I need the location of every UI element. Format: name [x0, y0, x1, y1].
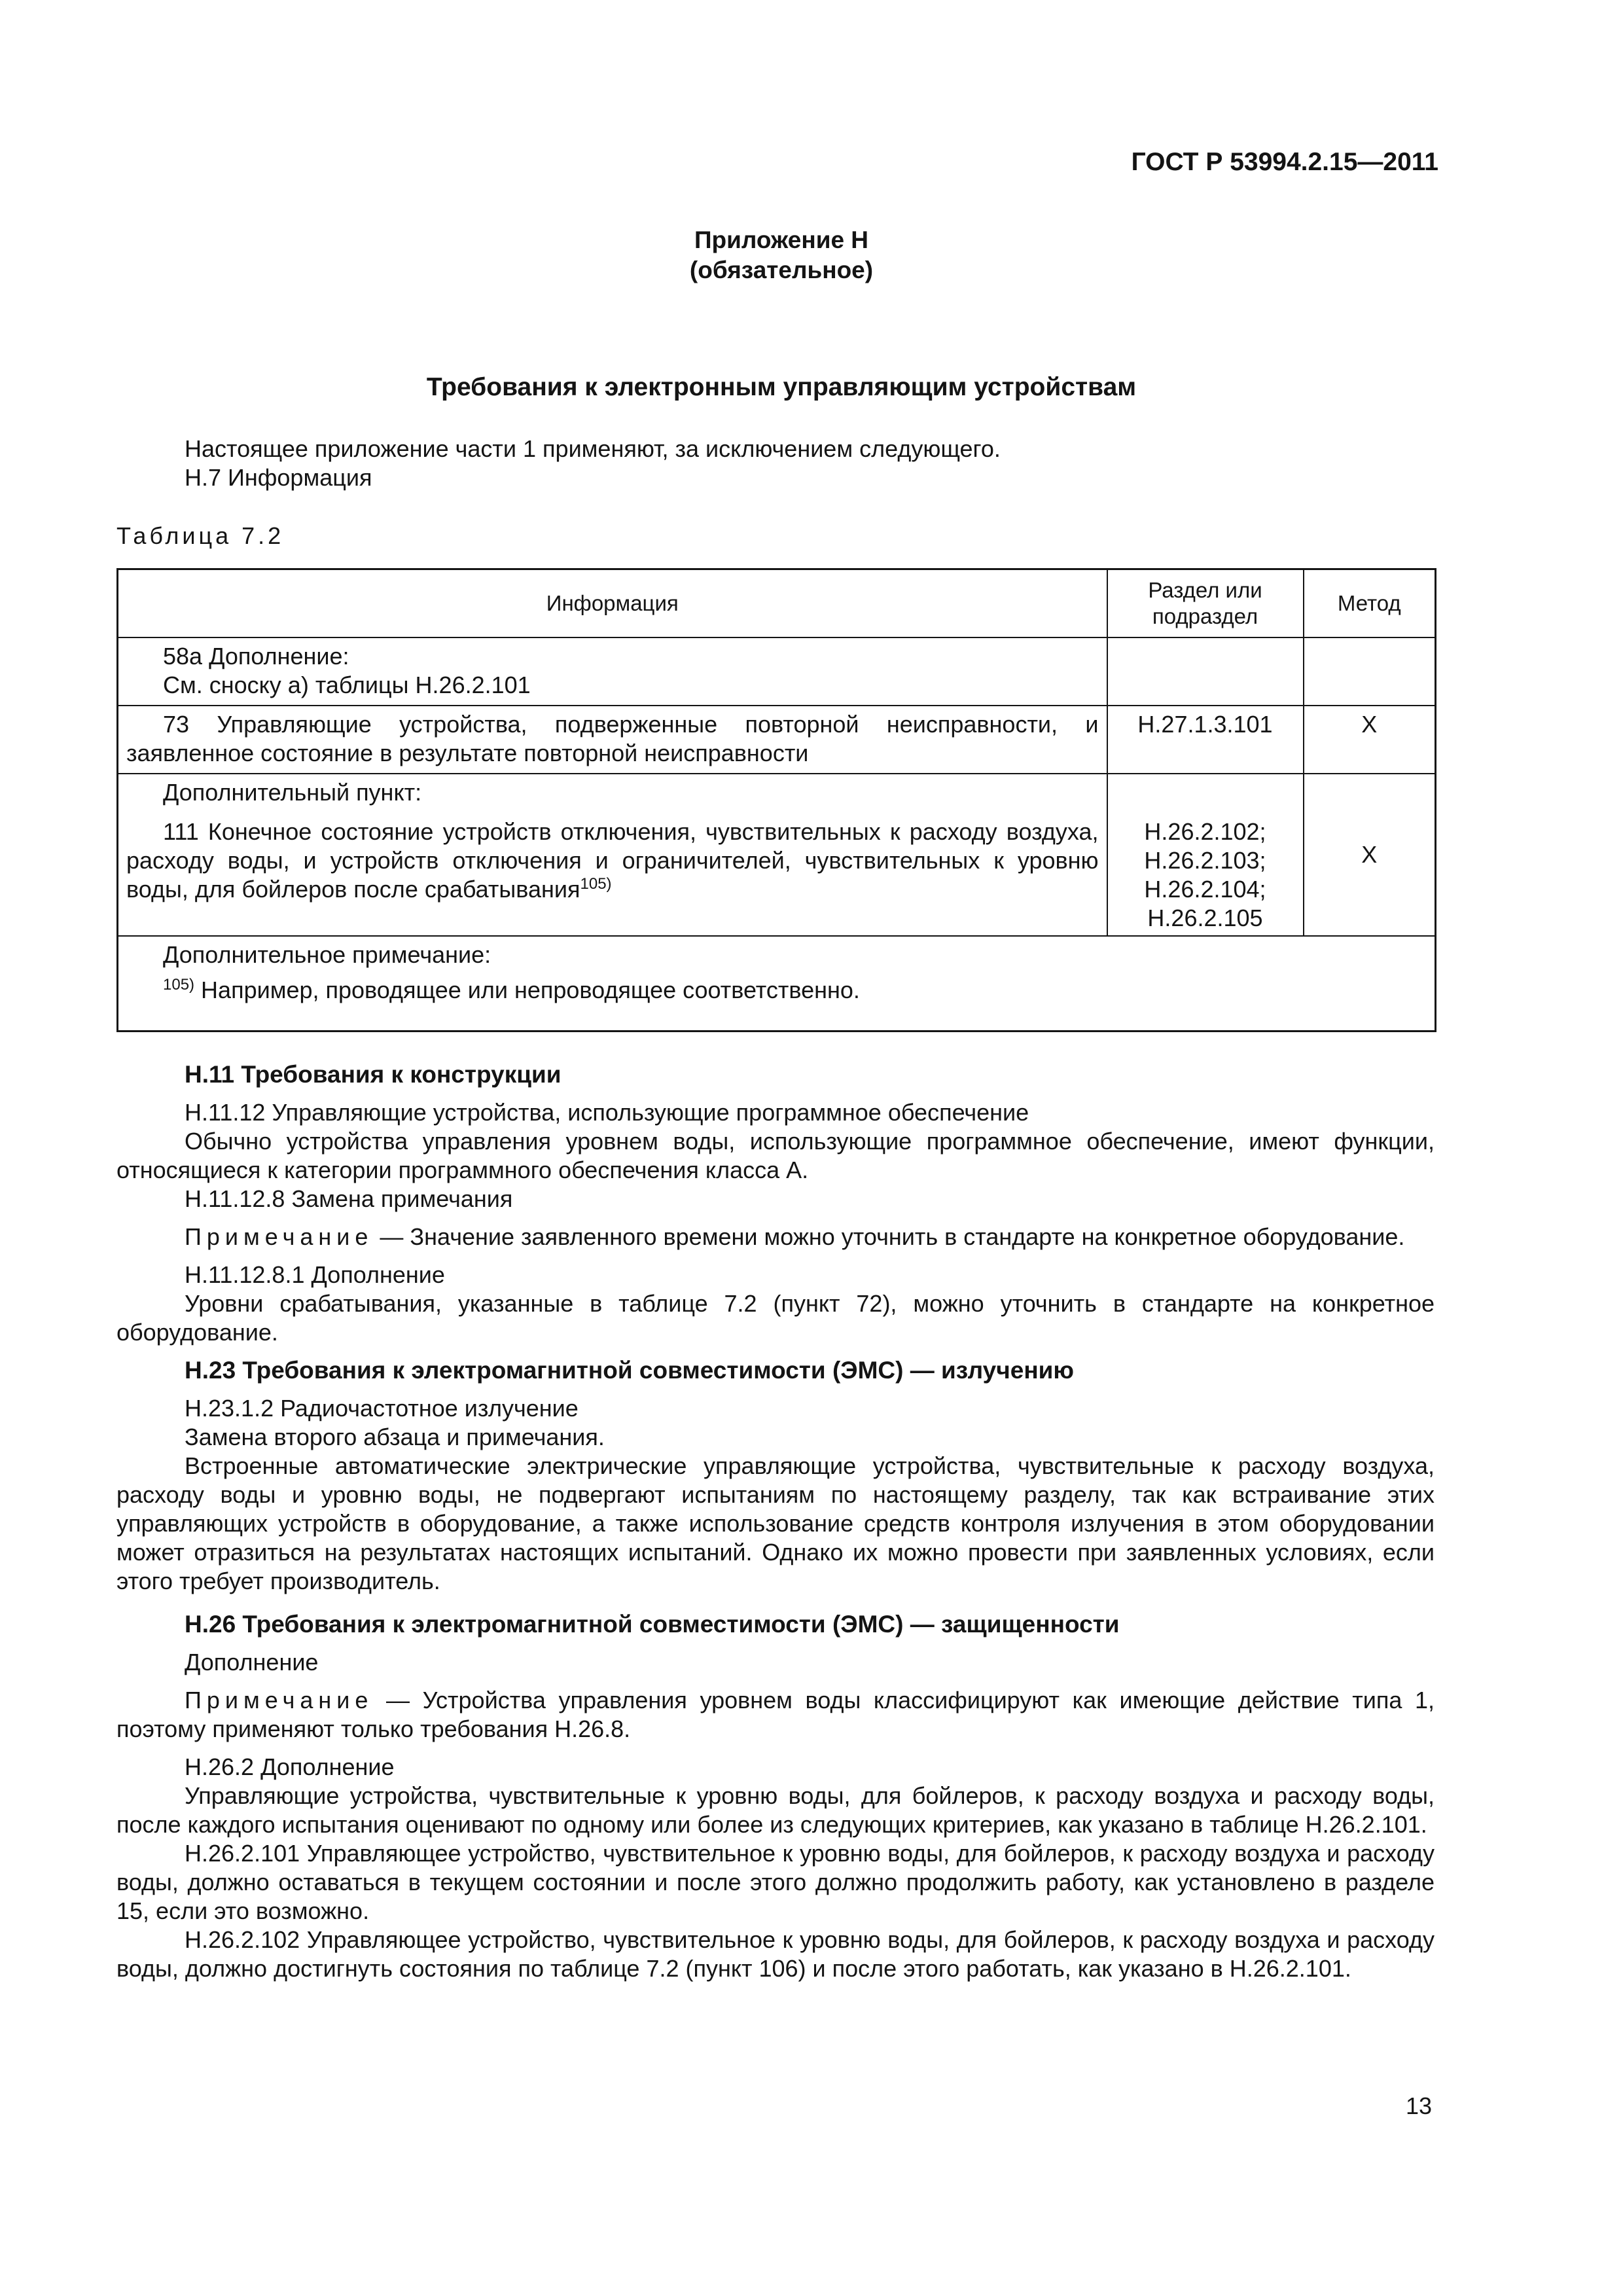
- h26-note: [116, 1686, 1435, 1744]
- annex-heading: [0, 225, 1563, 285]
- standard-code: ГОСТ Р 53994.2.15—2011: [1131, 148, 1438, 176]
- header-info: Информация: [118, 569, 1107, 637]
- row3-sections: [1107, 774, 1304, 936]
- header-method: Метод: [1304, 569, 1436, 637]
- row1-section: [1107, 637, 1304, 706]
- row1-line-2: См. сноску а) таблицы Н.26.2.101: [163, 671, 531, 698]
- table-row: [118, 637, 1436, 706]
- header-section: Раздел или подраздел: [1107, 569, 1304, 637]
- row2-method: X: [1304, 706, 1436, 774]
- table-footnote-row: [118, 936, 1436, 1031]
- h26-p4: Н.26.2.101 Управляющее устройство, чувствительное к уровню воды, для бойлеров, к расходу воздуха и расходу воды, должно оставаться в текущем состоянии и после этого должно продолжить работу, как установлено в разделе 15, если это возможно.: [116, 1840, 1435, 1924]
- footnote-ref: 105): [580, 874, 612, 893]
- h23-p3: Встроенные автоматические электрические управляющие устройства, чувствительные к расходу воздуха, расходу воды и уровню воды, не подвергают испытаниям по настоящему разделу, так как встраивание этих управляющих устройств в оборудование, а также использование средств контроля излучения в этом оборудовании может отразиться на результатах настоящих испытаний. Однако их можно провести при заявленных условиях, если этого требует производитель.: [116, 1452, 1435, 1594]
- h26-p5: Н.26.2.102 Управляющее устройство, чувствительное к уровню воды, для бойлеров, к расходу воздуха и расходу воды, должно достигнуть состояния по таблице 7.2 (пункт 106) и после этого работать, как указано в Н.26.2.101.: [116, 1926, 1435, 1982]
- annex-title: Приложение Н: [694, 226, 869, 253]
- row3-section-2: Н.26.2.103;: [1144, 846, 1266, 874]
- h11-p5: Уровни срабатывания, указанные в таблице 7.2 (пункт 72), можно уточнить в стандарте на конкретное оборудование.: [116, 1290, 1435, 1346]
- table-caption: Таблица 7.2: [116, 522, 285, 549]
- h11-p4: Н.11.12.8.1 Дополнение: [185, 1261, 445, 1288]
- h11-p3: Н.11.12.8 Замена примечания: [185, 1185, 513, 1212]
- h23-p2: Замена второго абзаца и примечания.: [185, 1424, 605, 1450]
- h11-p2: Обычно устройства управления уровнем воды, использующие программное обеспечение, имеют функции, относящиеся к категории программного обеспечения класса А.: [116, 1128, 1435, 1183]
- row3-section-1: Н.26.2.102;: [1144, 817, 1266, 845]
- body-text: [116, 1060, 1435, 1983]
- row2-info: [118, 706, 1107, 774]
- h26-p2: Н.26.2 Дополнение: [185, 1753, 395, 1780]
- heading-h23: Н.23 Требования к электромагнитной совместимости (ЭМС) — излучению: [185, 1357, 1075, 1384]
- h11-p1: Н.11.12 Управляющие устройства, использующие программное обеспечение: [185, 1099, 1029, 1126]
- footnote-text: Например, проводящее или непроводящее соответственно.: [194, 976, 860, 1003]
- row1-info: [118, 637, 1107, 706]
- h23-p1: Н.23.1.2 Радиочастотное излучение: [185, 1395, 579, 1422]
- row2-text: 73 Управляющие устройства, подверженные повторной неисправности, и заявленное состояние в результате повторной неисправности: [126, 710, 1099, 766]
- row3-method: X: [1304, 774, 1436, 936]
- footnote-label: Дополнительное примечание:: [163, 941, 491, 968]
- intro-line-1: Настоящее приложение части 1 применяют, за исключением следующего.: [185, 435, 1001, 462]
- footnote-mark: 105): [163, 975, 195, 994]
- row3-extra: Дополнительный пункт:: [163, 778, 422, 806]
- note-label: Примечание: [185, 1687, 374, 1713]
- row3-info: [118, 774, 1107, 936]
- heading-h26: Н.26 Требования к электромагнитной совместимости (ЭМС) — защищенности: [185, 1611, 1120, 1638]
- table-header-row: [118, 569, 1436, 637]
- row2-section: Н.27.1.3.101: [1107, 706, 1304, 774]
- row1-line-1: 58а Дополнение:: [163, 642, 349, 670]
- intro-line-2: Н.7 Информация: [185, 464, 372, 491]
- table-footnote: [118, 936, 1436, 1031]
- table-row: [118, 774, 1436, 936]
- table-row: [118, 706, 1436, 774]
- h11-note: [116, 1223, 1435, 1251]
- row3-section-4: Н.26.2.105: [1147, 904, 1263, 931]
- note-text: — Значение заявленного времени можно уточнить в стандарте на конкретное оборудование.: [373, 1223, 1405, 1250]
- row3-text-block: [126, 817, 1099, 904]
- page-number: 13: [1405, 2092, 1432, 2119]
- note-text: — Устройства управления уровнем воды классифицируют как имеющие действие типа 1, поэтому применяют только требования Н.26.8.: [116, 1687, 1435, 1742]
- intro-block: [116, 435, 1435, 492]
- row3-text: 111 Конечное состояние устройств отключения, чувствительных к расходу воздуха, расходу воды, и устройств отключения и ограничителей, чувствительных к уровню воды, для бойлеров после срабатывания: [126, 817, 1099, 903]
- section-title: Требования к электронным управляющим устройствам: [426, 373, 1137, 401]
- footnote-body: [126, 976, 1427, 1005]
- h26-p1: Дополнение: [185, 1649, 319, 1676]
- row3-section-3: Н.26.2.104;: [1144, 875, 1266, 903]
- note-label: Примечание: [185, 1223, 374, 1250]
- h26-p3: Управляющие устройства, чувствительные к уровню воды, для бойлеров, к расходу воздуха и расходу воды, после каждого испытания оценивают по одному или более из следующих критериев, как указано в таблице Н.26.2.101.: [116, 1782, 1435, 1838]
- heading-h11: Н.11 Требования к конструкции: [185, 1061, 562, 1088]
- row1-method: [1304, 637, 1436, 706]
- annex-status: (обязательное): [689, 257, 874, 283]
- info-table: [116, 568, 1436, 1032]
